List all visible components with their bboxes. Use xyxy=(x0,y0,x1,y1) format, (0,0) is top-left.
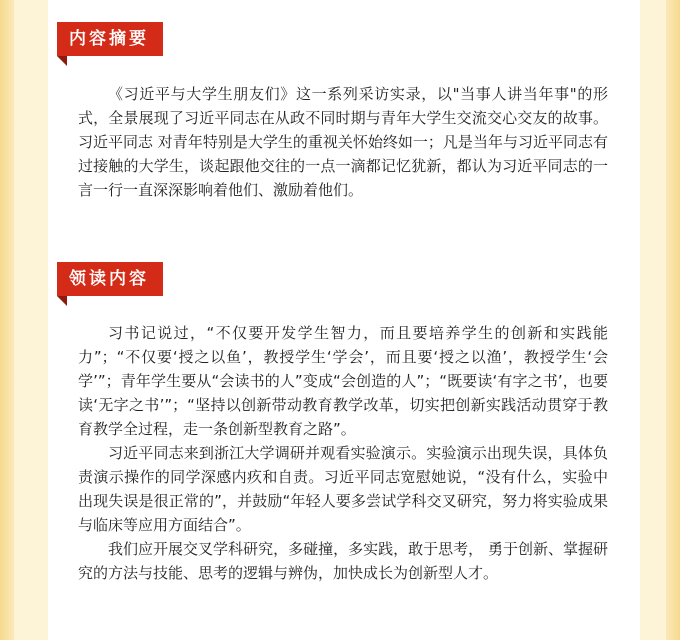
section-header-summary xyxy=(57,22,163,56)
reading-text xyxy=(78,321,608,585)
paragraph: 《习近平与大学生朋友们》这一系列采访实录，以"当事人讲当年事"的形式，全景展现了习近平同志在从政不同时期与青年大学生交流交心交友的故事。习近平同志 对青年特别是大学生的重视关怀始终如一；凡是当年与习近平同志有过接触的大学生，谈起跟他交往的一点一滴都记忆犹新，都认为习近平同志的一言一行一直深深影响着他们、激励着他们。 xyxy=(78,85,608,199)
right-border xyxy=(666,0,680,640)
section-title: 内容摘要 xyxy=(69,29,149,49)
summary-text xyxy=(78,82,608,202)
ribbon-fold xyxy=(57,56,67,66)
paragraph: 习近平同志来到浙江大学调研并观看实验演示。实验演示出现失误，具体负责演示操作的同学深感内疚和自责。习近平同志宽慰她说，“没有什么，实验中出现失误是很正常的”，并鼓励“年轻人要多尝试学科交叉研究，努力将实验成果与临床等应用方面结合”。 xyxy=(78,444,608,534)
left-border xyxy=(0,0,14,640)
section-title: 领读内容 xyxy=(69,269,149,289)
paragraph: 我们应开展交叉学科研究，多碰撞，多实践，敢于思考， 勇于创新、掌握研究的方法与技能、思考的逻辑与辨伪，加快成长为创新型人才。 xyxy=(78,540,608,582)
ribbon-fold xyxy=(57,296,67,306)
paragraph: 习书记说过，“不仅要开发学生智力，而且要培养学生的创新和实践能力”；“不仅要‘授之以鱼’，教授学生‘学会’，而且要‘授之以渔’，教授学生‘会学’”；青年学生要从“会读书的人”变成“会创造的人”；“既要读‘有字之书’，也要读‘无字之书’”；“坚持以创新带动教育教学改革，切实把创新实践活动贯穿于教育教学全过程，走一条创新型教育之路”。 xyxy=(78,324,608,438)
section-header-reading xyxy=(57,262,163,296)
